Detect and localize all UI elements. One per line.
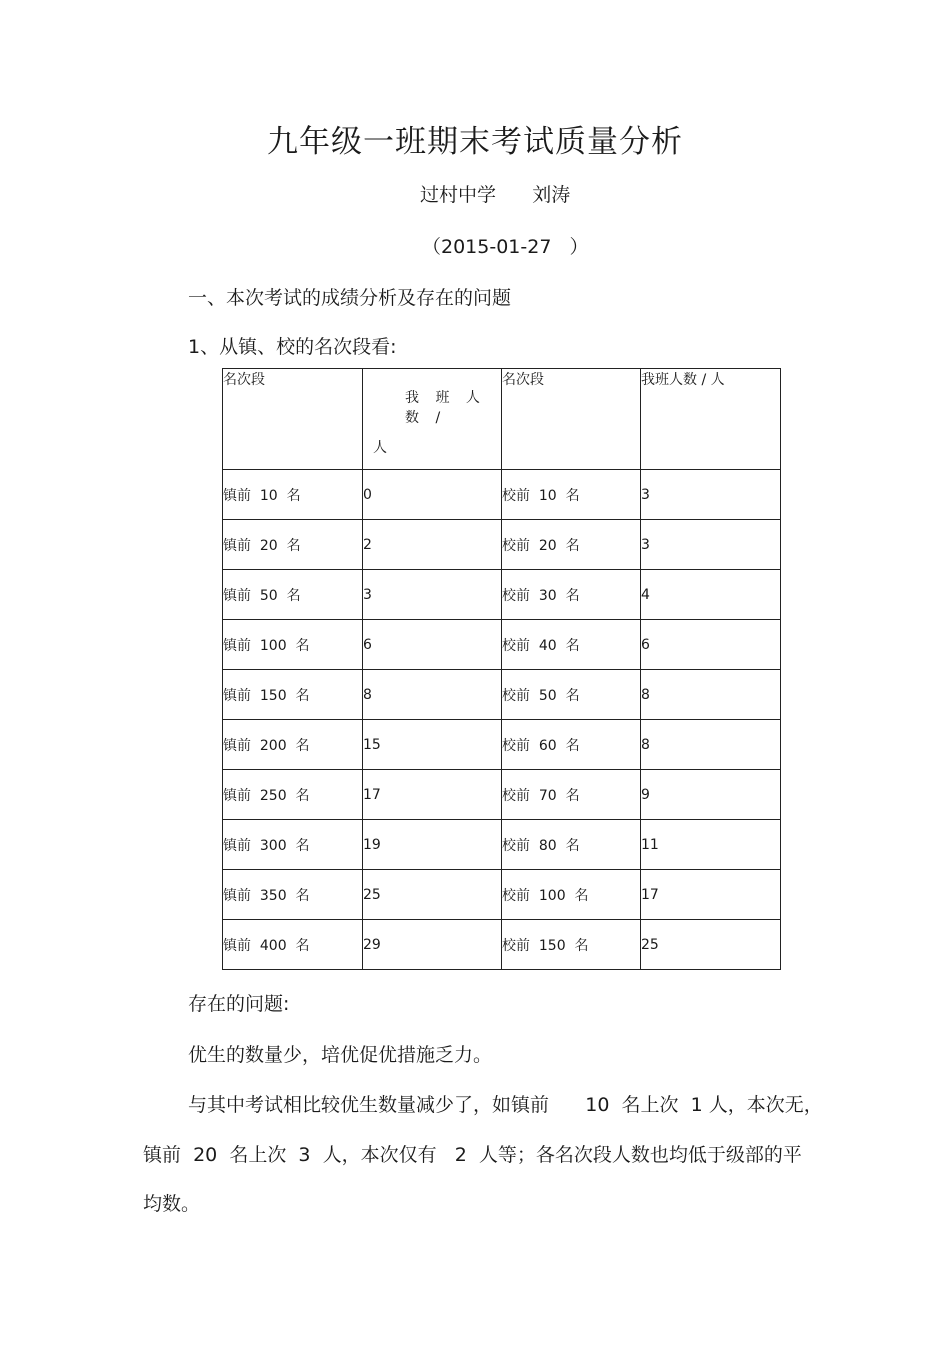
school-count-cell: [641, 820, 781, 870]
town-rank-cell-text: 镇前 200 名: [223, 737, 310, 754]
school-rank-cell: [502, 720, 641, 770]
school-count-cell: [641, 670, 781, 720]
school-rank-cell-text: 校前 60 名: [502, 737, 580, 754]
header-school-count: 我班人数 / 人: [641, 369, 781, 470]
town-count-cell: [363, 770, 502, 820]
town-count-cell-text: 3: [363, 586, 372, 603]
school-count-cell-text: 25: [641, 936, 659, 953]
town-count-cell-text: 6: [363, 636, 372, 653]
town-count-cell-text: 29: [363, 936, 381, 953]
school-count-cell-text: 6: [641, 636, 650, 653]
paragraph-line-1: 与其中考试相比较优生数量减少了，如镇前 10 名上次 1 人，本次无，: [188, 1094, 823, 1116]
town-rank-cell-text: 镇前 10 名: [223, 487, 301, 504]
table-row: [223, 820, 781, 870]
town-count-cell: [363, 920, 502, 970]
table-row: [223, 670, 781, 720]
paragraph-line-2: 镇前 20 名上次 3 人，本次仅有 2 人等；各名次段人数也均低于级部的平: [143, 1144, 802, 1166]
header-town-count: [363, 369, 502, 470]
town-rank-cell-text: 镇前 400 名: [223, 937, 310, 954]
school-count-cell-text: 3: [641, 536, 650, 553]
school-count-cell: [641, 620, 781, 670]
town-rank-cell: [223, 520, 363, 570]
town-rank-cell-text: 镇前 20 名: [223, 537, 301, 554]
school-count-cell-text: 9: [641, 786, 650, 803]
town-rank-cell-text: 镇前 350 名: [223, 887, 310, 904]
table-row: [223, 870, 781, 920]
town-count-cell: [363, 520, 502, 570]
town-count-cell: [363, 720, 502, 770]
town-count-cell-text: 15: [363, 736, 381, 753]
author-line: 过村中学 刘涛: [420, 184, 571, 206]
table-row: [223, 570, 781, 620]
town-count-cell-text: 19: [363, 836, 381, 853]
school-count-cell: [641, 470, 781, 520]
table-row: [223, 720, 781, 770]
header-town-rank: 名次段: [223, 369, 363, 470]
town-rank-cell: [223, 770, 363, 820]
problem-statement: 优生的数量少，培优促优措施乏力。: [188, 1044, 493, 1066]
date-line: （2015-01-27 ）: [422, 236, 589, 258]
table-row: [223, 620, 781, 670]
school-count-cell-text: 3: [641, 486, 650, 503]
town-rank-cell-text: 镇前 50 名: [223, 587, 301, 604]
town-count-cell: [363, 820, 502, 870]
school-count-cell: [641, 570, 781, 620]
subsection-heading: 1、从镇、校的名次段看:: [188, 336, 397, 358]
town-rank-cell: [223, 720, 363, 770]
table-row: [223, 920, 781, 970]
town-count-cell-text: 2: [363, 536, 372, 553]
school-rank-cell: [502, 770, 641, 820]
town-count-cell: [363, 670, 502, 720]
school-rank-cell-text: 校前 100 名: [502, 887, 589, 904]
header-town-count-line1: 我 班 人 数 /: [405, 390, 486, 426]
school-rank-cell-text: 校前 80 名: [502, 837, 580, 854]
school-count-cell: [641, 920, 781, 970]
town-count-cell: [363, 870, 502, 920]
town-count-cell: [363, 570, 502, 620]
town-count-cell: [363, 470, 502, 520]
town-count-cell-text: 0: [363, 486, 372, 503]
school-rank-cell: [502, 920, 641, 970]
school-rank-cell-text: 校前 30 名: [502, 587, 580, 604]
town-count-cell-text: 8: [363, 686, 372, 703]
town-rank-cell: [223, 820, 363, 870]
rank-table: [222, 368, 781, 970]
town-rank-cell: [223, 620, 363, 670]
town-count-cell-text: 17: [363, 786, 381, 803]
school-rank-cell-text: 校前 10 名: [502, 487, 580, 504]
town-rank-cell-text: 镇前 250 名: [223, 787, 310, 804]
table-row: [223, 520, 781, 570]
school-rank-cell-text: 校前 150 名: [502, 937, 589, 954]
school-count-cell-text: 8: [641, 686, 650, 703]
town-rank-cell: [223, 470, 363, 520]
school-count-cell-text: 4: [641, 586, 650, 603]
town-rank-cell: [223, 570, 363, 620]
school-rank-cell: [502, 870, 641, 920]
school-rank-cell: [502, 820, 641, 870]
header-town-count-line2: 人: [373, 440, 387, 456]
school-count-cell: [641, 720, 781, 770]
school-rank-cell: [502, 470, 641, 520]
school-rank-cell: [502, 520, 641, 570]
school-rank-cell: [502, 570, 641, 620]
table-header-row: [223, 369, 781, 470]
header-school-rank: 名次段: [502, 369, 641, 470]
town-count-cell: [363, 620, 502, 670]
town-rank-cell-text: 镇前 100 名: [223, 637, 310, 654]
school-rank-cell: [502, 620, 641, 670]
school-count-cell: [641, 770, 781, 820]
school-rank-cell-text: 校前 50 名: [502, 687, 580, 704]
document-title: 九年级一班期末考试质量分析: [267, 124, 683, 160]
town-rank-cell: [223, 670, 363, 720]
section-heading: 一、本次考试的成绩分析及存在的问题: [188, 287, 512, 309]
table-row: [223, 770, 781, 820]
school-rank-cell-text: 校前 70 名: [502, 787, 580, 804]
table-row: [223, 470, 781, 520]
school-count-cell: [641, 870, 781, 920]
town-rank-cell-text: 镇前 300 名: [223, 837, 310, 854]
town-rank-cell: [223, 870, 363, 920]
school-count-cell-text: 17: [641, 886, 659, 903]
school-count-cell-text: 8: [641, 736, 650, 753]
school-rank-cell-text: 校前 20 名: [502, 537, 580, 554]
town-count-cell-text: 25: [363, 886, 381, 903]
paragraph-line-3: 均数。: [143, 1193, 201, 1215]
school-rank-cell-text: 校前 40 名: [502, 637, 580, 654]
town-rank-cell-text: 镇前 150 名: [223, 687, 310, 704]
school-count-cell: [641, 520, 781, 570]
town-rank-cell: [223, 920, 363, 970]
school-count-cell-text: 11: [641, 836, 659, 853]
problems-label: 存在的问题:: [188, 993, 290, 1015]
school-rank-cell: [502, 670, 641, 720]
